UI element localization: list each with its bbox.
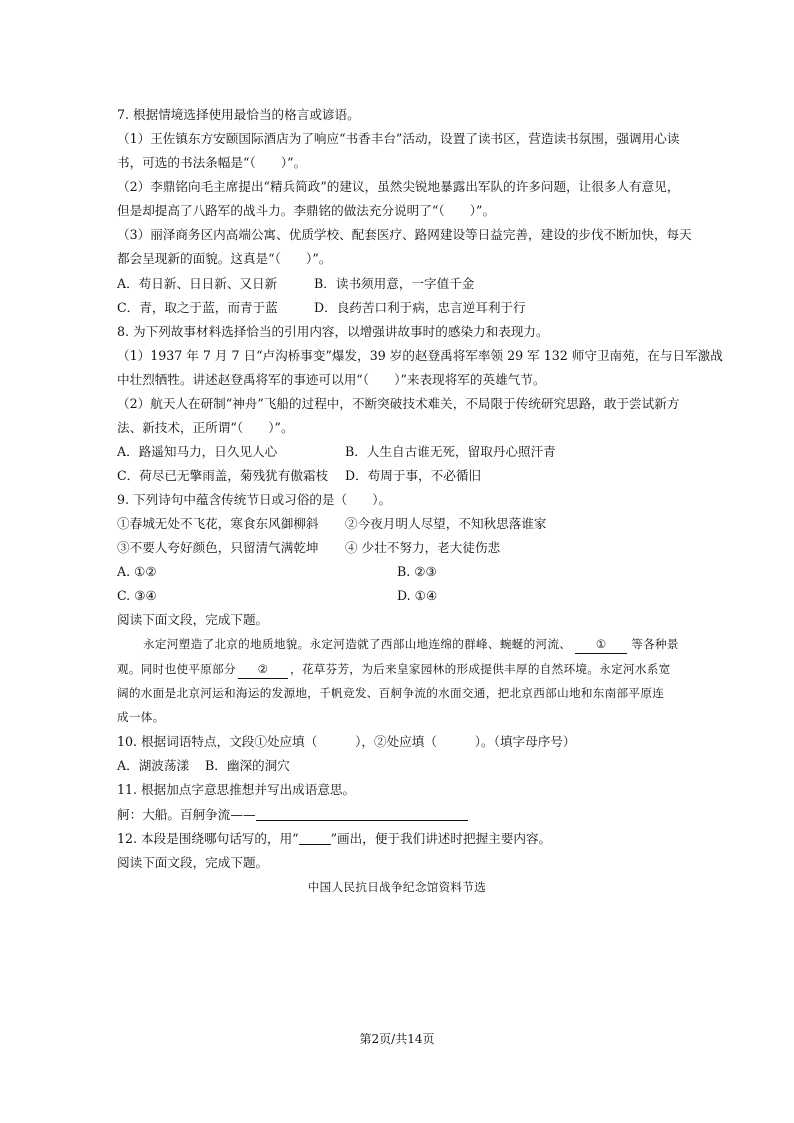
passage-line-2-tail: ，花草芬芳，为后来皇家园林的形成提供丰厚的自然环境。永定河水系宽 — [289, 662, 671, 676]
passage-line-1-text: 永定河塑造了北京的地质地貌。永定河造就了西部山地连绵的群峰、蜿蜒的河流、 — [143, 637, 572, 651]
q12-title-start: 12. 本段是围绕哪句话写的，用“ — [117, 831, 299, 846]
q10-title: 10. 根据词语特点，文段①处应填（ ），②处应填（ ）。（填字母序号） — [117, 734, 576, 749]
q7-option-d: D．良药苦口利于病，忠言逆耳利于行 — [314, 300, 526, 315]
q11-answer-label: 舸：大船。百舸争流—— — [117, 807, 256, 822]
q8-title: 8. 为下列故事材料选择恰当的引用内容，以增强讲故事时的感染力和表现力。 — [117, 324, 549, 339]
q12-title — [117, 830, 551, 847]
q8-option-d: D．苟周于事，不必循旧 — [345, 468, 482, 483]
passage-line-2-text: 观。同时也使平原部分 — [117, 662, 236, 676]
passage-line-1 — [143, 636, 679, 654]
q7-option-a: A．苟日新、日日新、又日新 — [117, 276, 278, 291]
q8-option-c: C．荷尽已无擎雨盖，菊残犹有傲霜枝 — [117, 468, 329, 483]
passage-caption: 中国人民抗日战争纪念馆资料节选 — [307, 880, 487, 894]
q7-sub3-line2: 都会呈现新的面貌。这真是“（ ）”。 — [117, 251, 332, 266]
q7-sub2-line1: （2）李鼎铭向毛主席提出“精兵简政”的建议，虽然尖锐地暴露出军队的许多问题，让很多人有意见， — [117, 179, 680, 194]
q7-sub3-line1: （3）丽泽商务区内高端公寓、优质学校、配套医疗、路网建设等日益完善，建设的步伐不断加快，每天 — [117, 227, 692, 242]
q8-sub1-line1: （1）1937 年 7 月 7 日“卢沟桥事变”爆发，39 岁的赵登禹将军率领 29 军 132 师守卫南苑，在与日军激战 — [117, 348, 723, 363]
passage-line-1-tail: 等各种景 — [631, 637, 679, 651]
q8-option-a: A．路遥知马力，日久见人心 — [117, 444, 278, 459]
q7-option-b: B．读书须用意，一字值千金 — [314, 276, 475, 291]
q9-poem-4: ④ 少壮不努力，老大徒伤悲 — [345, 540, 501, 555]
passage-line-2 — [117, 661, 671, 679]
q8-sub2-line1: （2）航天人在研制“神舟”飞船的过程中，不断突破技术难关，不局限于传统研究思路，敢于尝试新方 — [117, 396, 680, 411]
q7-title: 7. 根据情境选择使用最恰当的格言或谚语。 — [117, 107, 360, 122]
q9-title: 9. 下列诗句中蕴含传统节日或习俗的是（ ）。 — [117, 492, 392, 507]
q11-answer-line — [117, 806, 468, 823]
q10-option-a: A．湖波荡漾 — [117, 758, 190, 773]
q7-sub2-line2: 但是却提高了八路军的战斗力。李鼎铭的做法充分说明了“（ ）”。 — [117, 203, 496, 218]
q9-poem-3: ③不要人夸好颜色，只留清气满乾坤 — [117, 540, 319, 555]
q8-sub1-line2: 中壮烈牺牲。讲述赵登禹将军的事迹可以用“（ ）”来表现将军的英雄气节。 — [117, 372, 546, 387]
blank-2: ② — [238, 661, 288, 679]
q7-sub1-line1: （1）王佐镇东方安颐国际酒店为了响应“书香丰台”活动，设置了读书区，营造读书氛围，强调用心读 — [117, 131, 680, 146]
q7-option-c: C．青，取之于蓝，而青于蓝 — [117, 300, 278, 315]
q9-poem-1: ①春城无处不飞花，寒食东风御柳斜 — [117, 516, 319, 531]
q9-option-b: B. ②③ — [397, 564, 437, 579]
passage-line-3: 阔的水面是北京河运和海运的发源地，千帆竞发、百舸争流的水面交通，把北京西部山地和东南部平原连 — [117, 686, 665, 700]
q10-option-b: B．幽深的洞穴 — [205, 758, 290, 773]
q11-title: 11. 根据加点字意思推想并写出成语意思。 — [117, 782, 356, 797]
passage-line-4: 成一体。 — [117, 710, 165, 724]
q8-sub2-line2: 法、新技术，正所谓“（ ）”。 — [117, 420, 294, 435]
q9-option-c: C. ③④ — [117, 588, 157, 603]
q8-option-b: B．人生自古谁无死，留取丹心照汗青 — [345, 444, 556, 459]
q12-underline-sample — [299, 832, 331, 845]
blank-1: ① — [575, 636, 627, 654]
reading-instruction-1: 阅读下面文段，完成下题。 — [117, 612, 269, 627]
q9-poem-2: ②今夜月明人尽望，不知秋思落谁家 — [345, 516, 547, 531]
q7-sub1-line2: 书，可选的书法条幅是“（ ）”。 — [117, 155, 307, 170]
q9-option-d: D. ①④ — [397, 588, 438, 603]
q9-option-a: A. ①② — [117, 564, 157, 579]
q12-title-end: ”画出，便于我们讲述时把握主要内容。 — [330, 831, 552, 846]
reading-instruction-2: 阅读下面文段，完成下题。 — [117, 855, 269, 870]
page-footer: 第2页/共14页 — [359, 1032, 435, 1046]
q11-answer-blank[interactable] — [256, 807, 468, 821]
